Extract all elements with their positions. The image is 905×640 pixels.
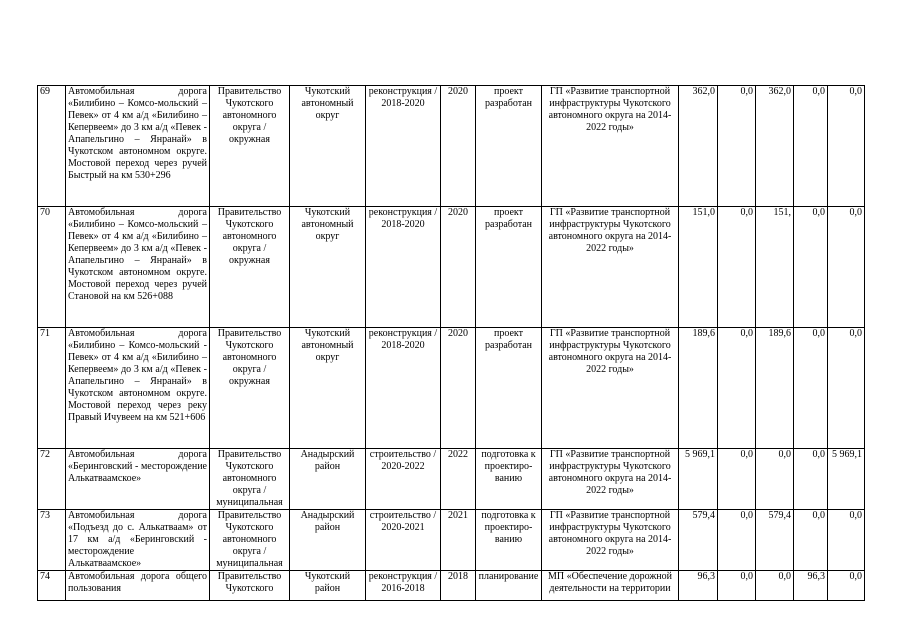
value-cell: 0,0 [756,571,794,601]
year-cell: 2020 [441,328,476,449]
location-cell: Чукотский район [290,571,366,601]
value-cell: 0,0 [828,510,865,571]
table-row [38,86,865,207]
value-cell: 0,0 [718,86,756,207]
object-name: Автомобильная дорога общего пользования [66,571,210,601]
program-cell: ГП «Развитие транспортной инфраструктуры Чукотского автономного округа на 2014-2022 годы» [542,328,679,449]
value-cell: 189,6 [679,328,718,449]
work-type-cell: строительство / 2020-2022 [366,449,441,510]
year-cell: 2020 [441,86,476,207]
value-cell: 96,3 [794,571,828,601]
program-cell: ГП «Развитие транспортной инфраструктуры Чукотского автономного округа на 2014-2022 годы» [542,449,679,510]
work-type-cell: реконструкция / 2016-2018 [366,571,441,601]
year-cell: 2020 [441,207,476,328]
road-projects-table [37,85,865,601]
value-cell: 0,0 [718,571,756,601]
value-cell: 5 969,1 [828,449,865,510]
work-type-cell: реконструкция / 2018-2020 [366,328,441,449]
customer-cell: Правительство Чукотского автономного округа / окружная [210,86,290,207]
location-cell: Чукотский автономный округ [290,86,366,207]
status-cell: подготовка к проектиро-ванию [476,510,542,571]
value-cell: 0,0 [718,207,756,328]
value-cell: 0,0 [718,328,756,449]
program-cell: ГП «Развитие транспортной инфраструктуры Чукотского автономного округа на 2014-2022 годы» [542,510,679,571]
value-cell: 362,0 [756,86,794,207]
status-cell: проект разработан [476,86,542,207]
value-cell: 189,6 [756,328,794,449]
value-cell: 0,0 [794,449,828,510]
value-cell: 0,0 [828,207,865,328]
table-row [38,328,865,449]
value-cell: 0,0 [718,510,756,571]
value-cell: 362,0 [679,86,718,207]
year-cell: 2018 [441,571,476,601]
value-cell: 0,0 [718,449,756,510]
work-type-cell: реконструкция / 2018-2020 [366,86,441,207]
value-cell: 151,0 [679,207,718,328]
value-cell: 0,0 [794,510,828,571]
row-number: 70 [38,207,66,328]
status-cell: проект разработан [476,328,542,449]
program-cell: МП «Обеспечение дорожной деятельности на территории [542,571,679,601]
table-row [38,449,865,510]
row-number: 71 [38,328,66,449]
row-number: 74 [38,571,66,601]
value-cell: 5 969,1 [679,449,718,510]
object-name: Автомобильная дорога «Билибино – Комсо-мольский - Певек» от 4 км а/д «Билибино – Кепервеем» до 3 км а/д «Певек - Апапельгино – Янранай» в Чукотском автономном округе. Мостовой переход через реку Правый Ичувеем на км 521+606 [66,328,210,449]
value-cell: 0,0 [794,328,828,449]
location-cell: Анадырский район [290,449,366,510]
value-cell: 579,4 [756,510,794,571]
row-number: 73 [38,510,66,571]
work-type-cell: строительство / 2020-2021 [366,510,441,571]
value-cell: 96,3 [679,571,718,601]
table-row [38,571,865,601]
value-cell: 0,0 [828,86,865,207]
program-cell: ГП «Развитие транспортной инфраструктуры Чукотского автономного округа на 2014-2022 годы» [542,86,679,207]
value-cell: 151, [756,207,794,328]
customer-cell: Правительство Чукотского автономного округа / муниципальная [210,510,290,571]
value-cell: 0,0 [794,207,828,328]
status-cell: планирование [476,571,542,601]
year-cell: 2021 [441,510,476,571]
table-row [38,510,865,571]
status-cell: подготовка к проектиро-ванию [476,449,542,510]
object-name: Автомобильная дорога «Билибино – Комсо-мольский – Певек» от 4 км а/д «Билибино – Кепервеем» до 3 км а/д «Певек - Апапельгино – Янранай» в Чукотском автономном округе. Мостовой переход через ручей Быстрый на км 530+296 [66,86,210,207]
value-cell: 0,0 [828,571,865,601]
value-cell: 0,0 [828,328,865,449]
value-cell: 0,0 [794,86,828,207]
location-cell: Чукотский автономный округ [290,328,366,449]
row-number: 69 [38,86,66,207]
status-cell: проект разработан [476,207,542,328]
work-type-cell: реконструкция / 2018-2020 [366,207,441,328]
year-cell: 2022 [441,449,476,510]
location-cell: Анадырский район [290,510,366,571]
value-cell: 0,0 [756,449,794,510]
object-name: Автомобильная дорога «Подъезд до с. Алькатваам» от 17 км а/д «Беринговский - месторождение Алькатваамское» [66,510,210,571]
customer-cell: Правительство Чукотского [210,571,290,601]
customer-cell: Правительство Чукотского автономного округа / окружная [210,328,290,449]
customer-cell: Правительство Чукотского автономного округа / муниципальная [210,449,290,510]
object-name: Автомобильная дорога «Беринговский - месторождение Алькатваамское» [66,449,210,510]
row-number: 72 [38,449,66,510]
object-name: Автомобильная дорога «Билибино – Комсо-мольский – Певек» от 4 км а/д «Билибино – Кепервеем» до 3 км а/д «Певек - Апапельгино – Янранай» в Чукотском автономном округе. Мостовой переход через ручей Становой на км 526+088 [66,207,210,328]
program-cell: ГП «Развитие транспортной инфраструктуры Чукотского автономного округа на 2014-2022 годы» [542,207,679,328]
value-cell: 579,4 [679,510,718,571]
customer-cell: Правительство Чукотского автономного округа / окружная [210,207,290,328]
location-cell: Чукотский автономный округ [290,207,366,328]
table-row [38,207,865,328]
